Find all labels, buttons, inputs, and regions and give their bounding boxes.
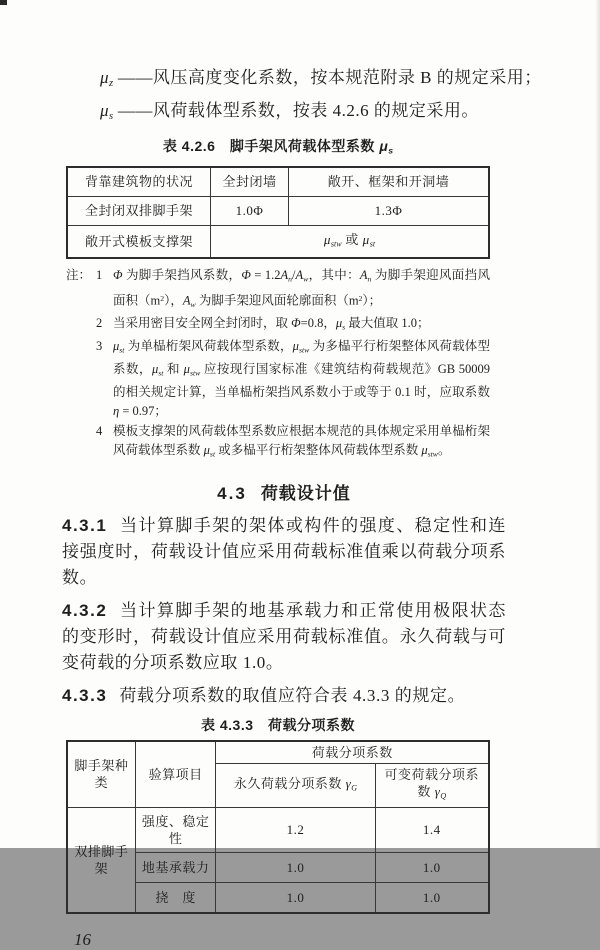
note-number: 1 xyxy=(96,268,103,283)
note-item-1 xyxy=(66,266,490,314)
note-number: 2 xyxy=(96,316,103,331)
section-number: 4.3 xyxy=(217,484,247,504)
table-426-cell-mu-value: μstw 或 μst xyxy=(210,225,489,258)
note-item-2 xyxy=(66,314,490,337)
table-row xyxy=(67,225,489,258)
notes-label: 注： xyxy=(66,268,92,283)
table-433-cell-item: 地基承载力 xyxy=(135,852,216,882)
table-433-header-group: 荷载分项系数 xyxy=(216,741,489,764)
table-433-block xyxy=(66,715,490,913)
section-heading xyxy=(62,482,506,506)
clause-4-3-2 xyxy=(62,598,506,676)
page-number: 16 xyxy=(74,929,91,949)
table-426-cell-value-1: 1.0Φ xyxy=(210,196,288,225)
clause-number: 4.3.2 xyxy=(62,601,108,621)
table-433-header-permanent-factor: 永久荷载分项系数 γG xyxy=(216,764,375,807)
clause-number: 4.3.3 xyxy=(62,686,108,706)
table-433-cell-g: 1.0 xyxy=(216,882,375,913)
table-433-cell-item: 挠 度 xyxy=(135,882,216,913)
symbol-definitions xyxy=(62,64,542,130)
table-433-cell-q: 1.4 xyxy=(375,807,489,852)
clause-4-3-1 xyxy=(62,513,506,591)
table-load-factors xyxy=(66,740,490,913)
table-426-cell-value-2: 1.3Φ xyxy=(289,196,489,225)
table-433-cell-g: 1.2 xyxy=(216,807,375,852)
section-title: 荷载设计值 xyxy=(260,484,351,504)
clause-text: 当计算脚手架的架体或构件的强度、稳定性和连接强度时，荷载设计值应采用荷载标准值乘以荷载分项系数。 xyxy=(62,516,506,588)
note-number: 4 xyxy=(96,423,103,438)
table-row xyxy=(67,196,489,225)
notes-block xyxy=(66,266,490,464)
table-426-block xyxy=(66,136,490,259)
table-433-cell-g: 1.0 xyxy=(216,852,375,882)
table-row xyxy=(67,741,489,764)
table-433-cell-q: 1.0 xyxy=(375,882,489,913)
table-row xyxy=(67,807,489,852)
note-item-4 xyxy=(66,422,490,464)
mu-z-definition: μz ——风压高度变化系数，按本规范附录 B 的规定采用； xyxy=(100,68,542,90)
note-number: 3 xyxy=(96,339,103,354)
table-row xyxy=(67,167,489,197)
clause-number: 4.3.1 xyxy=(62,516,108,536)
table-426-cell-closed-scaffold: 全封闭双排脚手架 xyxy=(67,196,210,225)
mu-s-definition: μs ——风荷载体型系数，按表 4.2.6 的规定采用。 xyxy=(100,101,479,123)
note-text: μst 为单榀桁架风荷载体型系数，μstw 为多榀平行桁架整体风荷载体型系数，μst 和 μstw 应按现行国家标准《建筑结构荷载规范》GB 50009 的相关规定计算，当单榀桁架挡风系数小于或等于 0.1 时，应取系数 η = 0.97； xyxy=(113,339,490,419)
scan-corner-artifact xyxy=(0,0,7,5)
note-text: 模板支撑架的风荷载体型系数应根据本规范的具体规定采用单榀桁架风荷载体型系数 μst 或多榀平行桁架整体风荷载体型系数 μstw。 xyxy=(113,423,490,459)
clause-text: 荷载分项系数的取值应符合表 4.3.3 的规定。 xyxy=(119,686,466,706)
clause-text: 当计算脚手架的地基承载力和正常使用极限状态的变形时，荷载设计值应采用荷载标准值。永久荷载与可变荷载的分项系数应取 1.0。 xyxy=(62,601,506,673)
table-433-header-scaffold-type: 脚手架种类 xyxy=(67,741,135,807)
table-426-header-closed-wall: 全封闭墙 xyxy=(210,167,288,197)
table-wind-shape-coefficient xyxy=(66,166,490,259)
note-item-3 xyxy=(66,337,490,422)
table-426-header-building-condition: 背靠建筑物的状况 xyxy=(67,167,210,197)
note-text: Φ 为脚手架挡风系数，Φ = 1.2An/Aw，其中：An 为脚手架迎风面挡风面积$(m^2)$，Aw 为脚手架迎风面轮廓面积$(m^2)$； xyxy=(113,268,490,309)
table-433-header-check-item: 验算项目 xyxy=(135,741,216,807)
note-text: 当采用密目安全网全封闭时，取 Φ=0.8，μs 最大值取 1.0； xyxy=(113,316,430,332)
table-426-header-open-wall: 敞开、框架和开洞墙 xyxy=(289,167,489,197)
table-433-cell-item: 强度、稳定性 xyxy=(135,807,216,852)
table-426-caption: 表 4.2.6 脚手架风荷载体型系数 μs xyxy=(162,138,394,156)
table-433-caption: 表 4.3.3 荷载分项系数 xyxy=(200,717,356,734)
table-426-cell-open-support: 敞开式模板支撑架 xyxy=(67,225,210,258)
table-433-cell-q: 1.0 xyxy=(375,852,489,882)
table-433-header-variable-factor: 可变荷载分项系数 γQ xyxy=(375,764,489,807)
table-433-cell-scaffold-type: 双排脚手架 xyxy=(67,807,135,913)
clause-4-3-3 xyxy=(62,683,506,709)
